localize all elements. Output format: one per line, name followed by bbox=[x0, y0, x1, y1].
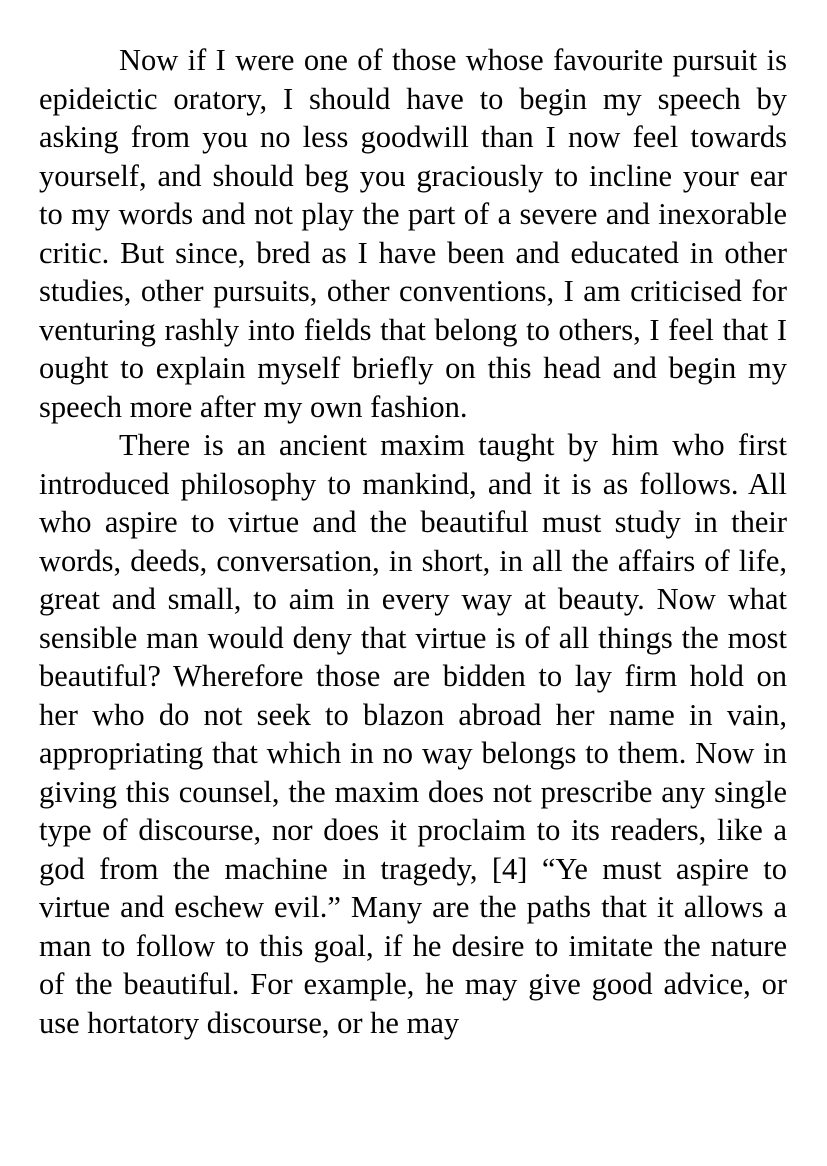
document-page bbox=[39, 41, 787, 1042]
paragraph-1: Now if I were one of those whose favourite pursuit is epideictic oratory, I should have to begin my speech by asking from you no less goodwill than I now feel towards yourself, and should beg you graciously to incline your ear to my words and not play the part of a severe and inexorable critic. But since, bred as I have been and educated in other studies, other pursuits, other conventions, I am criticised for venturing rashly into fields that belong to others, I feel that I ought to explain myself briefly on this head and begin my speech more after my own fashion. bbox=[39, 43, 787, 424]
paragraph-2: There is an ancient maxim taught by him who first introduced philosophy to mankind, and it is as follows. All who aspire to virtue and the beautiful must study in their words, deeds, conversation, in short, in all the affairs of life, great and small, to aim in every way at beauty. Now what sensible man would deny that virtue is of all things the most beautiful? Wherefore those are bidden to lay firm hold on her who do not seek to blazon abroad her name in vain, appropriating that which in no way belongs to them. Now in giving this counsel, the maxim does not prescribe any single type of discourse, nor does it proclaim to its readers, like a god from the machine in tragedy, [4] “Ye must aspire to virtue and eschew evil.” Many are the paths that it allows a man to follow to this goal, if he desire to imitate the nature of the beautiful. For example, he may give good advice, or use hortatory discourse, or he may bbox=[39, 428, 787, 1040]
